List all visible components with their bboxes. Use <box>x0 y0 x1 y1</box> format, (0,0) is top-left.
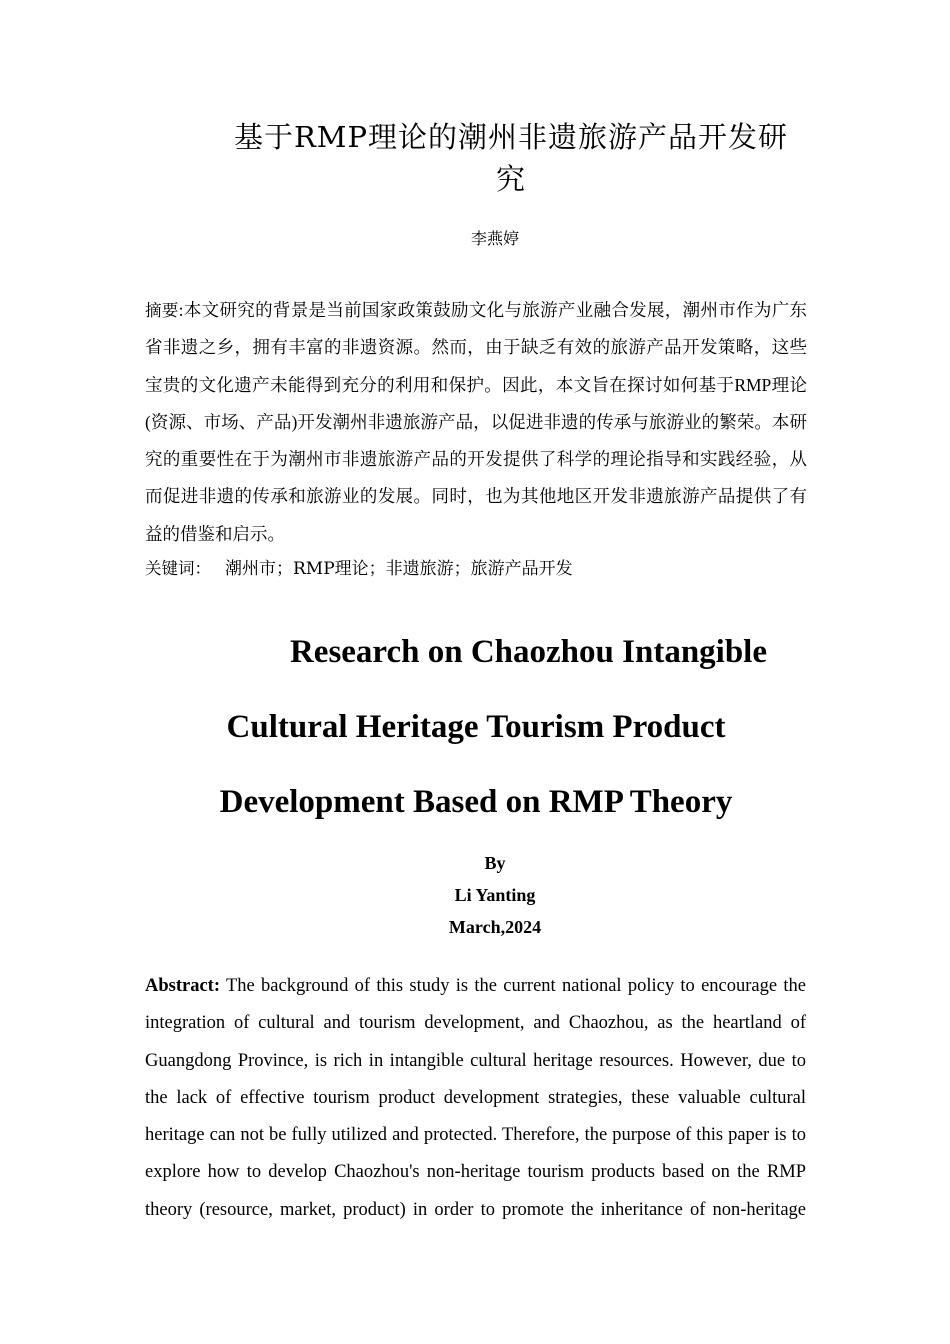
chinese-abstract-label: 摘要 <box>145 301 179 320</box>
english-title-line-2: Cultural Heritage Tourism Product <box>226 709 726 745</box>
english-title-line-3: Development Based on RMP Theory <box>219 784 733 820</box>
english-abstract-text: The background of this study is the current national policy to encourage the integration of cultural and tourism development, and Chaozhou, as the heartland of Guangdong Province, is rich in intangible cultural heritage resources. However, due to the lack of effective tourism product development strategies, these valuable cultural heritage can not be fully utilized and protected. Therefore, the purpose of this paper is to explore how to develop Chaozhou's non-heritage tourism products based on the RMP theory (resource, market, product) in order to promote the inheritance of non-heritage <box>145 976 806 1220</box>
chinese-title: 基于RMP理论的潮州非遗旅游产品开发研究 <box>233 120 789 196</box>
english-title-line-1: Research on Chaozhou Intangible <box>289 634 768 670</box>
english-author: Li Yanting <box>454 885 536 905</box>
english-by-line: By <box>484 853 506 873</box>
chinese-abstract-text: :本文研究的背景是当前国家政策鼓励文化与旅游产业融合发展，潮州市作为广东省非遗之乡，拥有丰富的非遗资源。然而，由于缺乏有效的旅游产品开发策略，这些宝贵的文化遗产未能得到充分的利用和保护。因此，本文旨在探讨如何基于RMP理论(资源、市场、产品)开发潮州非遗旅游产品，以促进非遗的传承与旅游业的繁荣。本研究的重要性在于为潮州市非遗旅游产品的开发提供了科学的理论指导和实践经验，从而促进非遗的传承和旅游业的发展。同时，也为其他地区开发非遗旅游产品提供了有益的借鉴和启示。 <box>145 300 808 544</box>
english-date: March,2024 <box>448 917 542 937</box>
english-abstract-label: Abstract: <box>145 976 221 996</box>
chinese-abstract <box>145 292 807 553</box>
chinese-keywords-label: 关键词： <box>145 559 211 578</box>
chinese-author: 李燕婷 <box>470 229 519 248</box>
chinese-keywords <box>145 554 807 584</box>
english-abstract <box>145 968 806 1229</box>
chinese-keywords-text: 潮州市；RMP理论；非遗旅游；旅游产品开发 <box>225 559 573 579</box>
